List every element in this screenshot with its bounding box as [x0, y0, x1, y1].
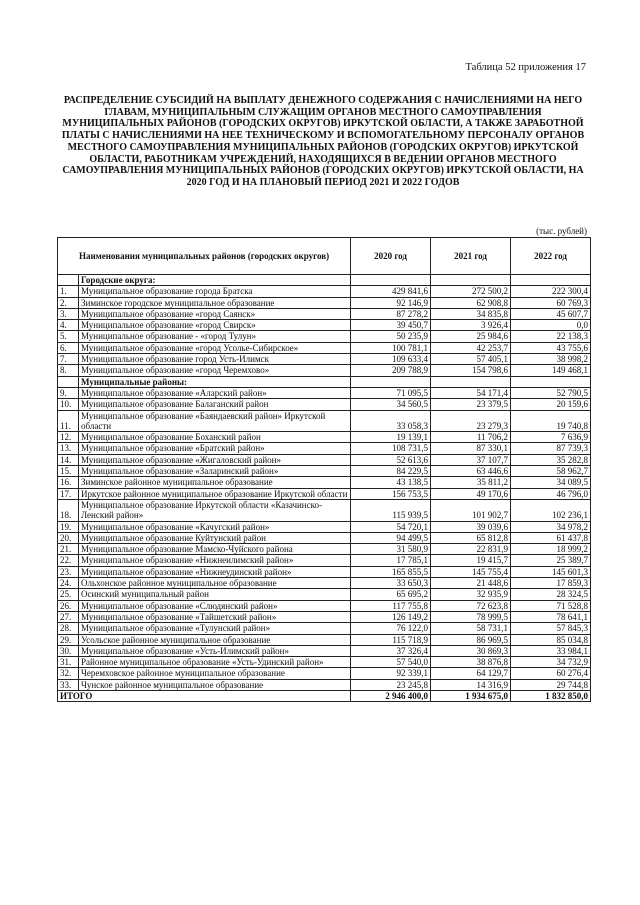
row-name: Муниципальное образование «Тайшетский район» [79, 611, 351, 622]
row-value-2020: 50 235,9 [351, 331, 431, 342]
row-value-2020: 23 245,8 [351, 679, 431, 690]
table-row [58, 320, 591, 331]
table-row [58, 521, 591, 532]
row-value-2021: 145 755,4 [431, 566, 511, 577]
row-value-2022: 35 282,8 [511, 454, 591, 465]
row-value-2022: 43 755,6 [511, 342, 591, 353]
row-value-2022: 46 796,0 [511, 488, 591, 499]
row-value-2020: 117 755,8 [351, 600, 431, 611]
row-value-2020: 165 855,5 [351, 566, 431, 577]
row-value-2022: 222 300,4 [511, 286, 591, 297]
row-number: 8. [58, 365, 79, 376]
row-number: 11. [58, 410, 79, 432]
row-value-2021: 54 171,4 [431, 387, 511, 398]
row-name: Черемховское районное муниципальное образование [79, 668, 351, 679]
row-number: 24. [58, 578, 79, 589]
table-row [58, 578, 591, 589]
table-header-row [58, 238, 591, 275]
row-value-2021: 34 835,8 [431, 308, 511, 319]
row-number: 12. [58, 432, 79, 443]
row-value-2021: 78 999,5 [431, 611, 511, 622]
table-row [58, 532, 591, 543]
header-2022: 2022 год [511, 238, 591, 275]
row-value-2021: 101 902,7 [431, 499, 511, 521]
row-value-2021: 23 279,3 [431, 410, 511, 432]
row-number: 4. [58, 320, 79, 331]
row-value-2021: 11 706,2 [431, 432, 511, 443]
row-value-2022: 20 159,6 [511, 399, 591, 410]
row-name: Муниципальное образование «Братский район» [79, 443, 351, 454]
row-number: 18. [58, 499, 79, 521]
row-number: 21. [58, 544, 79, 555]
row-number: 13. [58, 443, 79, 454]
row-name: Муниципальное образование «Нижнеудинский район» [79, 566, 351, 577]
table-row [58, 466, 591, 477]
row-value-2021: 72 623,8 [431, 600, 511, 611]
row-number-value: 19 [60, 521, 69, 532]
total-2022: 1 832 850,0 [511, 690, 591, 701]
total-row [58, 690, 591, 701]
table-body [58, 275, 591, 702]
row-value-2021: 49 170,6 [431, 488, 511, 499]
total-label: ИТОГО [58, 690, 351, 701]
units-label: (тыс. рублей) [536, 226, 587, 236]
document-title: РАСПРЕДЕЛЕНИЕ СУБСИДИЙ НА ВЫПЛАТУ ДЕНЕЖНОГО СОДЕРЖАНИЯ С НАЧИСЛЕНИЯМИ НА НЕГО ГЛАВАМ, МУНИЦИПАЛЬНЫМ СЛУЖАЩИМ ОРГАНОВ МЕСТНОГО САМОУПРАВЛЕНИЯ МУНИЦИПАЛЬНЫХ РАЙОНОВ (ГОРОДСКИХ ОКРУГОВ) ИРКУТСКОЙ ОБЛАСТИ, А ТАКЖЕ ЗАРАБОТНОЙ ПЛАТЫ С НАЧИСЛЕНИЯМИ НА НЕЕ ТЕХНИЧЕСКОМУ И ВСПОМОГАТЕЛЬНОМУ ПЕРСОНАЛУ ОРГАНОВ МЕСТНОГО САМОУПРАВЛЕНИЯ МУНИЦИПАЛЬНЫХ РАЙОНОВ (ГОРОДСКИХ ОКРУГОВ) ИРКУТСКОЙ ОБЛАСТИ, РАБОТНИКАМ УЧРЕЖДЕНИЙ, НАХОДЯЩИХСЯ В ВЕДЕНИИ ОРГАНОВ МЕСТНОГО САМОУПРАВЛЕНИЯ МУНИЦИПАЛЬНЫХ РАЙОНОВ (ГОРОДСКИХ ОКРУГОВ) ИРКУТСКОЙ ОБЛАСТИ, НА 2020 ГОД И НА ПЛАНОВЫЙ ПЕРИОД 2021 И 2022 ГОДОВ [61, 95, 585, 188]
row-value-2021: 57 405,1 [431, 354, 511, 365]
row-name: Усольское районное муниципальное образование [79, 634, 351, 645]
row-number-value: 14 [60, 454, 69, 465]
row-name: Осинский муниципальный район [79, 589, 351, 600]
row-number-value: 18 [60, 510, 69, 521]
row-number-value: 12 [60, 432, 69, 443]
row-value-2022: 52 790,5 [511, 387, 591, 398]
row-value-2020: 92 339,1 [351, 668, 431, 679]
row-number: 10. [58, 399, 79, 410]
row-number: 20. [58, 532, 79, 543]
row-number-value: 16 [60, 477, 69, 488]
row-value-2021: 154 798,6 [431, 365, 511, 376]
row-value-2022: 145 601,3 [511, 566, 591, 577]
table-row [58, 286, 591, 297]
row-value-2021: 22 831,9 [431, 544, 511, 555]
table-row [58, 308, 591, 319]
row-value-2021: 19 415,7 [431, 555, 511, 566]
row-value-2021: 32 935,9 [431, 589, 511, 600]
row-value-2021: 65 812,8 [431, 532, 511, 543]
row-number-value: 24 [60, 578, 69, 589]
row-value-2020: 71 095,5 [351, 387, 431, 398]
row-name: Муниципальное образование «город Свирск» [79, 320, 351, 331]
row-name: Муниципальное образование «город Черемхово» [79, 365, 351, 376]
total-2020: 2 946 400,0 [351, 690, 431, 701]
row-name: Муниципальное образование Иркутской области «Казачинско-Ленский район» [79, 499, 351, 521]
row-name: Муниципальное образование - «город Тулун» [79, 331, 351, 342]
row-name: Муниципальное образование «Слюдянский район» [79, 600, 351, 611]
row-number-value: 23 [60, 566, 69, 577]
table-row [58, 657, 591, 668]
row-value-2020: 126 149,2 [351, 611, 431, 622]
row-name: Муниципальное образование города Братска [79, 286, 351, 297]
row-value-2020: 108 731,5 [351, 443, 431, 454]
table-row [58, 555, 591, 566]
row-number: 17. [58, 488, 79, 499]
row-value-2022: 102 236,1 [511, 499, 591, 521]
row-value-2021: 14 316,9 [431, 679, 511, 690]
row-value-2022: 78 641,1 [511, 611, 591, 622]
table-row [58, 387, 591, 398]
row-name: Муниципальное образование «Тулунский район» [79, 623, 351, 634]
row-number-value: 17 [60, 488, 69, 499]
table-row [58, 399, 591, 410]
row-value-2022: 57 845,3 [511, 623, 591, 634]
row-value-2020: 37 326,4 [351, 645, 431, 656]
row-value-2020: 33 058,3 [351, 410, 431, 432]
table-row [58, 600, 591, 611]
row-value-2020: 31 580,9 [351, 544, 431, 555]
row-name: Муниципальное образование «Качугский район» [79, 521, 351, 532]
table-row [58, 365, 591, 376]
row-number-value: 10 [60, 399, 69, 410]
row-number: 22. [58, 555, 79, 566]
row-value-2020: 109 633,4 [351, 354, 431, 365]
row-value-2021: 25 984,6 [431, 331, 511, 342]
row-value-2022: 19 740,8 [511, 410, 591, 432]
row-value-2020: 429 841,6 [351, 286, 431, 297]
row-value-2021: 64 129,7 [431, 668, 511, 679]
table-row [58, 488, 591, 499]
row-value-2020: 17 785,1 [351, 555, 431, 566]
section-label: Городские округа: [79, 275, 351, 286]
header-2021: 2021 год [431, 238, 511, 275]
row-value-2021: 62 908,8 [431, 297, 511, 308]
row-number: 9. [58, 387, 79, 398]
table-row [58, 679, 591, 690]
row-number: 6. [58, 342, 79, 353]
row-value-2022: 38 998,2 [511, 354, 591, 365]
row-value-2020: 94 499,5 [351, 532, 431, 543]
table-row [58, 432, 591, 443]
row-name: Чунское районное муниципальное образование [79, 679, 351, 690]
row-value-2020: 65 695,2 [351, 589, 431, 600]
row-value-2022: 22 138,3 [511, 331, 591, 342]
row-value-2020: 33 650,3 [351, 578, 431, 589]
row-value-2022: 58 962,7 [511, 466, 591, 477]
row-number: 28. [58, 623, 79, 634]
row-number-value: 1 [60, 286, 65, 297]
table-row [58, 589, 591, 600]
row-value-2022: 45 607,7 [511, 308, 591, 319]
row-value-2020: 100 781,1 [351, 342, 431, 353]
row-name: Муниципальное образование Балаганский район [79, 399, 351, 410]
table-row [58, 499, 591, 521]
row-value-2020: 92 146,9 [351, 297, 431, 308]
row-name: Муниципальное образование «Заларинский район» [79, 466, 351, 477]
row-value-2020: 54 720,1 [351, 521, 431, 532]
row-number: 2. [58, 297, 79, 308]
row-number: 29. [58, 634, 79, 645]
section-index-cell [58, 376, 79, 387]
row-value-2021: 23 379,5 [431, 399, 511, 410]
table-row [58, 454, 591, 465]
row-number-value: 26 [60, 600, 69, 611]
row-name: Муниципальное образование Куйтунский район [79, 532, 351, 543]
row-value-2020: 57 540,0 [351, 657, 431, 668]
row-number-value: 30 [60, 645, 69, 656]
row-number-value: 3 [60, 308, 65, 319]
row-value-2020: 87 278,2 [351, 308, 431, 319]
subsidy-table [57, 237, 591, 702]
row-name: Муниципальное образование «Баяндаевский район» Иркутской области [79, 410, 351, 432]
row-number: 15. [58, 466, 79, 477]
row-number: 14. [58, 454, 79, 465]
table-row [58, 342, 591, 353]
row-value-2020: 34 560,5 [351, 399, 431, 410]
row-value-2022: 18 999,2 [511, 544, 591, 555]
row-value-2022: 71 528,8 [511, 600, 591, 611]
row-value-2022: 29 744,8 [511, 679, 591, 690]
row-number: 26. [58, 600, 79, 611]
section-empty-cell [511, 376, 591, 387]
row-number-value: 27 [60, 611, 69, 622]
row-name: Муниципальное образование «Усть-Илимский район» [79, 645, 351, 656]
row-value-2020: 76 122,0 [351, 623, 431, 634]
row-name: Районное муниципальное образование «Усть-Удинский район» [79, 657, 351, 668]
row-value-2021: 87 330,1 [431, 443, 511, 454]
row-number-value: 31 [60, 657, 69, 668]
row-value-2022: 25 389,7 [511, 555, 591, 566]
row-value-2021: 58 731,1 [431, 623, 511, 634]
row-number: 25. [58, 589, 79, 600]
row-name: Муниципальное образование «город Саянск» [79, 308, 351, 319]
row-value-2022: 7 636,9 [511, 432, 591, 443]
row-number: 32. [58, 668, 79, 679]
row-number-value: 28 [60, 623, 69, 634]
total-2021: 1 934 675,0 [431, 690, 511, 701]
row-name: Ольхонское районное муниципальное образование [79, 578, 351, 589]
header-2020: 2020 год [351, 238, 431, 275]
row-number-value: 32 [60, 668, 69, 679]
row-number: 19. [58, 521, 79, 532]
row-value-2021: 272 500,2 [431, 286, 511, 297]
row-value-2020: 52 613,6 [351, 454, 431, 465]
row-value-2022: 28 324,5 [511, 589, 591, 600]
row-value-2022: 60 276,4 [511, 668, 591, 679]
row-value-2020: 209 788,9 [351, 365, 431, 376]
section-empty-cell [431, 275, 511, 286]
table-row [58, 331, 591, 342]
row-value-2022: 34 978,2 [511, 521, 591, 532]
row-value-2020: 84 229,5 [351, 466, 431, 477]
row-number: 1. [58, 286, 79, 297]
row-number: 7. [58, 354, 79, 365]
row-name: Муниципальное образование «Нижнеилимский район» [79, 555, 351, 566]
table-row [58, 645, 591, 656]
section-index-cell [58, 275, 79, 286]
table-row [58, 634, 591, 645]
row-value-2021: 35 811,2 [431, 477, 511, 488]
row-name: Муниципальное образование «Аларский район» [79, 387, 351, 398]
row-number: 31. [58, 657, 79, 668]
row-number-value: 15 [60, 466, 69, 477]
row-number-value: 13 [60, 443, 69, 454]
row-number: 5. [58, 331, 79, 342]
section-empty-cell [351, 275, 431, 286]
row-value-2020: 19 139,1 [351, 432, 431, 443]
table-reference: Таблица 52 приложения 17 [465, 62, 586, 73]
row-value-2021: 21 448,6 [431, 578, 511, 589]
table-row [58, 477, 591, 488]
row-value-2022: 149 468,1 [511, 365, 591, 376]
row-number: 23. [58, 566, 79, 577]
row-name: Муниципальное образование «город Усолье-Сибирское» [79, 342, 351, 353]
section-empty-cell [511, 275, 591, 286]
row-value-2020: 115 718,9 [351, 634, 431, 645]
row-number-value: 6 [60, 342, 65, 353]
row-name: Зиминское районное муниципальное образование [79, 477, 351, 488]
section-row [58, 376, 591, 387]
row-number-value: 22 [60, 555, 69, 566]
row-number-value: 7 [60, 354, 65, 365]
row-name: Муниципальное образование город Усть-Илимск [79, 354, 351, 365]
row-value-2022: 0,0 [511, 320, 591, 331]
row-name: Зиминское городское муниципальное образование [79, 297, 351, 308]
row-number-value: 21 [60, 544, 69, 555]
row-value-2021: 38 876,8 [431, 657, 511, 668]
row-number-value: 33 [60, 679, 69, 690]
row-value-2020: 115 939,5 [351, 499, 431, 521]
row-number: 30. [58, 645, 79, 656]
row-value-2020: 156 753,5 [351, 488, 431, 499]
row-name: Муниципальное образование Мамско-Чуйского района [79, 544, 351, 555]
row-value-2021: 3 926,4 [431, 320, 511, 331]
row-value-2022: 85 034,8 [511, 634, 591, 645]
header-name: Наименования муниципальных районов (городских округов) [58, 238, 351, 275]
row-value-2022: 60 769,3 [511, 297, 591, 308]
row-value-2022: 17 859,3 [511, 578, 591, 589]
table-row [58, 544, 591, 555]
table-row [58, 297, 591, 308]
row-name: Иркутское районное муниципальное образование Иркутской области [79, 488, 351, 499]
row-value-2020: 39 450,7 [351, 320, 431, 331]
section-label: Муниципальные районы: [79, 376, 351, 387]
row-value-2021: 86 969,5 [431, 634, 511, 645]
row-value-2022: 87 739,3 [511, 443, 591, 454]
row-value-2022: 34 089,5 [511, 477, 591, 488]
table-row [58, 410, 591, 432]
row-number-value: 29 [60, 634, 69, 645]
row-value-2022: 61 437,8 [511, 532, 591, 543]
row-number-value: 9 [60, 387, 65, 398]
row-value-2021: 63 446,6 [431, 466, 511, 477]
table-row [58, 566, 591, 577]
table-row [58, 354, 591, 365]
row-number-value: 4 [60, 320, 65, 331]
row-value-2021: 39 039,6 [431, 521, 511, 532]
section-empty-cell [351, 376, 431, 387]
row-value-2021: 42 253,7 [431, 342, 511, 353]
table-row [58, 611, 591, 622]
table-row [58, 668, 591, 679]
row-value-2021: 37 107,7 [431, 454, 511, 465]
row-value-2022: 34 732,9 [511, 657, 591, 668]
row-number-value: 20 [60, 532, 69, 543]
row-number-value: 5 [60, 331, 65, 342]
table-row [58, 623, 591, 634]
row-number-value: 25 [60, 589, 69, 600]
section-row [58, 275, 591, 286]
row-value-2020: 43 138,5 [351, 477, 431, 488]
row-number-value: 11 [60, 420, 69, 431]
row-number-value: 8 [60, 365, 65, 376]
row-name: Муниципальное образование «Жигаловский район» [79, 454, 351, 465]
row-number: 16. [58, 477, 79, 488]
row-name: Муниципальное образование Боханский район [79, 432, 351, 443]
row-number-value: 2 [60, 297, 65, 308]
row-value-2022: 33 984,1 [511, 645, 591, 656]
table-row [58, 443, 591, 454]
row-number: 3. [58, 308, 79, 319]
row-number: 33. [58, 679, 79, 690]
row-value-2021: 30 869,3 [431, 645, 511, 656]
section-empty-cell [431, 376, 511, 387]
row-number: 27. [58, 611, 79, 622]
